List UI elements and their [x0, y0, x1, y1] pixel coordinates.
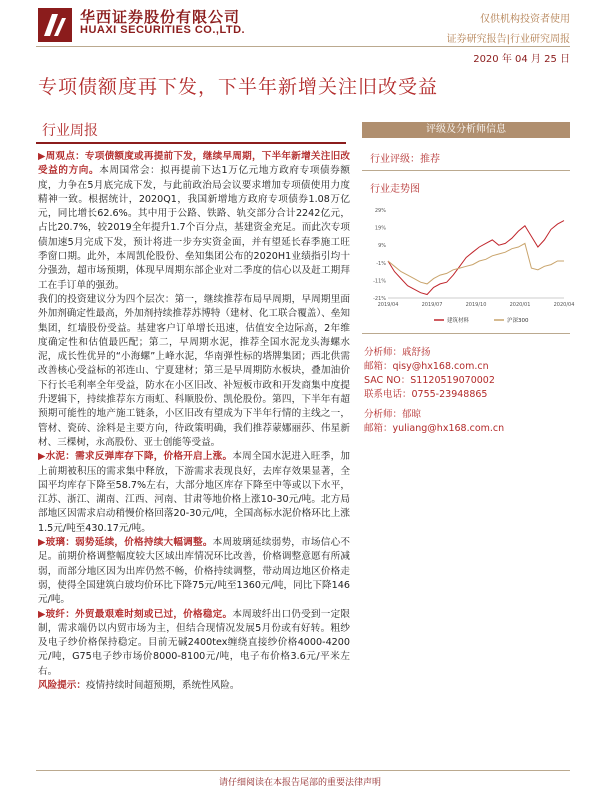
analyst-block-2 [364, 408, 574, 436]
risk-text: 疫情持续时间超预期，系统性风险。 [85, 679, 240, 691]
x-tick-label: 2020/04 [553, 302, 575, 308]
paragraph-cement [38, 450, 350, 536]
risk-heading: 风险提示： [38, 679, 86, 691]
x-tick-label: 2019/10 [465, 302, 487, 308]
series-line-建筑材料 [388, 221, 564, 295]
sidebar-divider-2 [362, 333, 570, 334]
analyst-name: 分析师：郁晾 [364, 409, 422, 420]
paragraph-text: 本周国常会：拟再提前下达1万亿元地方政府专项债券额度，力争在5月底完成下发，与此前政治局会议要求增加专项债使用力度精神一致。根据统计，2020Q1，我国新增地方政府专项债券1.08万亿元，同比增长62.6%。其中用于公路、铁路、轨交部分合计2242亿元，占比20.7%，较2019全年提升1.7个百分点，基建资金充足。而此次专项债加速5月完成下发，预计将进一步夯实资金面，并有望延长春季施工旺季窗口期。此外，本周凯伦股份、垒知集团公布的2020H1业绩指引均十分强劲，超市场预期，体现早周期东部企业对二季度的信心以及赶工期拜工在手订单的强劲。 [38, 165, 351, 291]
paragraph-glass [38, 536, 350, 607]
report-date: 2020 年 04 月 25 日 [473, 54, 570, 65]
section-divider [36, 142, 346, 144]
sidebar-divider [362, 170, 570, 171]
y-tick-label: -1% [376, 260, 386, 267]
legal-notice: 请仔细阅读在本报告尾部的重要法律声明 [218, 778, 381, 788]
audience-tag: 仅供机构投资者使用 [480, 14, 570, 25]
paragraph-weekly-view [38, 150, 350, 293]
paragraph-text: 本周全国水泥进入旺季，加上前期被积压的需求集中释放，下游需求表现良好，去库存效果显著，全国平均库存下降至58.7%左右，大部分地区库存下降至中等或以下水平，江苏、浙江、湖南、江西、河南、甘肃等地价格上涨10-30元/吨。北方局部地区因需求启动稍慢价格回落20-30元/吨，全国高标水泥价格环比上涨1.5元/吨至430.17元/吨。 [38, 451, 350, 534]
analyst-sac: SAC NO：S1120519070002 [364, 375, 495, 386]
paragraph-heading: ▶玻纤：外贸最艰难时刻或已过，价格稳定。 [38, 608, 233, 620]
y-tick-label: 9% [378, 243, 386, 250]
company-name-en: HUAXI SECURITIES CO.,LTD. [80, 24, 246, 36]
y-tick-label: 29% [374, 208, 386, 214]
section-title: 行业周报 [42, 123, 98, 139]
company-name-cn: 华西证券股份有限公司 [80, 8, 241, 26]
analyst-phone: 联系电话：0755-23948865 [364, 389, 488, 400]
report-title: 专项债额度再下发，下半年新增关注旧改受益 [38, 76, 439, 98]
paragraph-text: 本周玻璃延续弱势，市场信心不足。前期价格调整幅度较大区域出库情况环比改善，价格调整意愿有所减弱，而部分地区因为出库仍然不畅，价格持续调整，带动周边地区价格走弱，使得全国建筑白玻均价环比下降75元/吨至1360元/吨，同比下降146元/吨。 [38, 537, 350, 606]
header-divider [36, 46, 570, 47]
paragraph-heading: ▶水泥：需求反弹库存下降，价格开启上涨。 [38, 451, 233, 463]
sidebar-header: 评级及分析师信息 [362, 122, 570, 138]
paragraph-heading: ▶周观点：专项债额度或再提前下发，继续早周期，下半年新增关注旧改受益的方向。 [38, 151, 350, 177]
trend-chart-svg [364, 206, 575, 328]
y-tick-label: -21% [373, 296, 386, 302]
legend-label: 沪深300 [507, 318, 529, 324]
analyst-email[interactable]: 邮箱：qisy@hx168.com.cn [364, 361, 489, 372]
y-tick-label: -11% [373, 278, 386, 285]
paragraph-investment: 我们的投资建议分为四个层次：第一，继续推荐布局早周期，早周期里面外加剂确定性最高，外加剂持续推荐苏博特（建材、化工联合覆盖）、垒知集团，红墙股份受益。基建客户订单增长迅速，估值安全边际高，2年维度确定性和估值最匹配；第二，早周期水泥，推荐全国水泥龙头海螺水泥，成长性优异的“小海螺”上峰水泥，华南弹性标的塔牌集团；西北供需改善核心受益标的祁连山、宁夏建材；第三是早周期防水板块，叠加油价下行长毛利率全年受益，防水在小区旧改、补短板市政和开发商集中度提升逻辑下，持续推荐东方雨虹、科顺股份、凯伦股份。第四，下半年有超预期可能性的地产施工链条，小区旧改有望成为下半年行情的主线之一，管材、瓷砖、涂料是主要方向，待政策明确，我们推荐蒙娜丽莎、伟星新材、三棵树，永高股份、亚士创能等受益。 [38, 293, 350, 448]
paragraph-heading: ▶玻璃：弱势延续，价格持续大幅调整。 [38, 537, 213, 549]
analyst-name: 分析师：戚舒扬 [364, 347, 431, 358]
analyst-email[interactable]: 邮箱：yuliang@hx168.com.cn [364, 423, 505, 434]
x-tick-label: 2019/07 [421, 302, 443, 308]
report-type-tag: 证券研究报告|行业研究周报 [446, 34, 570, 45]
y-tick-label: 19% [374, 225, 386, 232]
legend-label: 建筑材料 [447, 318, 470, 324]
paragraph-text: 本周玻纤出口仍受到一定限制，需求端仍以内贸市场为主，但结合现情况发展5月份或有好转。粗纱及电子纱价格保持稳定。目前无碱2400tex缠绕直接纱价格4000-4200元/吨，G75电子纱市场价8000-8100元/吨，电子布价格3.6元/平米左右。 [38, 608, 350, 677]
report-body [38, 150, 350, 693]
x-tick-label: 2019/04 [377, 302, 399, 308]
industry-rating: 行业评级：推荐 [370, 154, 440, 165]
paragraph-fiberglass [38, 608, 350, 679]
trend-chart-title: 行业走势图 [370, 184, 420, 195]
footer-divider [36, 770, 570, 771]
x-tick-label: 2020/01 [509, 302, 531, 308]
trend-chart [364, 206, 575, 332]
analyst-block-1 [364, 346, 574, 402]
company-logo-icon [38, 8, 72, 42]
risk-warning [38, 679, 350, 693]
